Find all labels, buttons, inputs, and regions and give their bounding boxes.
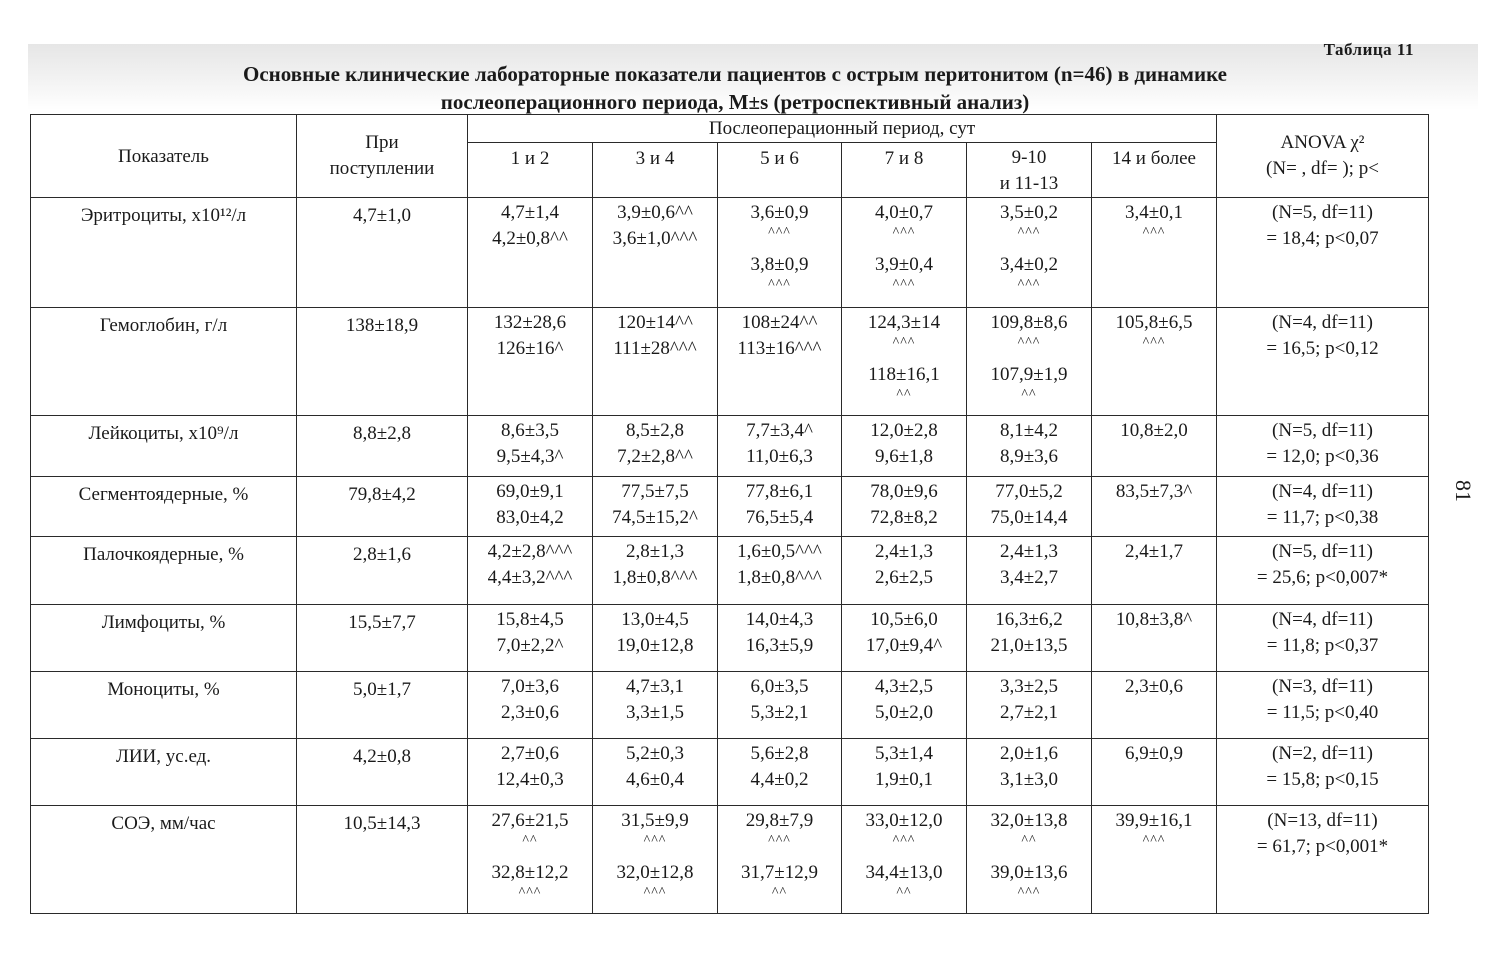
- value-second: 7,0±2,2^: [496, 635, 564, 656]
- value-second: 3,8±0,9: [750, 254, 809, 275]
- data-table: [30, 114, 1429, 914]
- admission-value: 10,5±14,3: [297, 806, 468, 914]
- period-cell: [718, 537, 842, 605]
- value-second: 21,0±13,5: [990, 635, 1068, 656]
- value-first: 2,4±1,3: [1000, 541, 1058, 562]
- significance-mark: ^^^: [643, 885, 667, 900]
- period-cell: [967, 477, 1092, 537]
- period-cell: [1092, 308, 1217, 416]
- value-first: 1,6±0,5^^^: [737, 541, 822, 562]
- admission-value: 4,2±0,8: [297, 739, 468, 806]
- period-cell: [468, 198, 593, 308]
- value-second: 72,8±8,2: [870, 507, 938, 528]
- header-postop: Послеоперационный период, сут: [468, 115, 1217, 143]
- anova-cell: [1217, 806, 1429, 914]
- anova-result: = 11,7; p<0,38: [1266, 507, 1379, 528]
- period-cell: [593, 739, 718, 806]
- value-first: 3,5±0,2: [1000, 202, 1058, 223]
- significance-mark: ^^^: [1142, 335, 1166, 350]
- row-label: Эритроциты, х10¹²/л: [31, 198, 297, 308]
- period-cell: [718, 672, 842, 739]
- value-first: 4,7±1,4: [501, 202, 559, 223]
- value-second: 4,4±0,2: [750, 769, 809, 790]
- value-first: 124,3±14: [867, 312, 941, 333]
- value-second: 19,0±12,8: [616, 635, 694, 656]
- header-admission-line2: поступлении: [329, 158, 435, 179]
- value-second: 12,4±0,3: [496, 769, 564, 790]
- period-cell: [967, 672, 1092, 739]
- value-first: 6,0±3,5: [750, 676, 809, 697]
- title-line-1: Основные клинические лабораторные показатели пациентов с острым перитонитом (n=46) в динамике: [243, 62, 1227, 86]
- value-first: 31,5±9,9: [621, 810, 689, 831]
- value-second: 4,4±3,2^^^: [487, 567, 573, 588]
- period-cell: [593, 672, 718, 739]
- significance-mark: ^^^: [1017, 335, 1041, 350]
- admission-value: 2,8±1,6: [297, 537, 468, 605]
- value-first: 108±24^^: [741, 312, 818, 333]
- period-cell: [468, 477, 593, 537]
- header-anova-line2: (N= , df= ); p<: [1266, 158, 1379, 179]
- value-first: 32,0±13,8: [990, 810, 1068, 831]
- period-cell: [593, 308, 718, 416]
- table-row: [31, 605, 1429, 672]
- value-first: 10,8±2,0: [1120, 420, 1188, 441]
- value-first: 15,8±4,5: [496, 609, 564, 630]
- value-first: 10,5±6,0: [870, 609, 938, 630]
- value-second: 111±28^^^: [613, 338, 697, 359]
- anova-cell: [1217, 537, 1429, 605]
- table-row: [31, 416, 1429, 477]
- spacer: [967, 848, 1091, 860]
- spacer: [593, 848, 717, 860]
- anova-params: (N=4, df=11): [1272, 481, 1373, 502]
- value-first: 132±28,6: [493, 312, 567, 333]
- anova-params: (N=5, df=11): [1272, 541, 1373, 562]
- admission-value: 5,0±1,7: [297, 672, 468, 739]
- anova-cell: [1217, 605, 1429, 672]
- period-cell: [1092, 739, 1217, 806]
- significance-mark: ^^^: [1017, 277, 1041, 292]
- period-cell: [842, 477, 967, 537]
- period-cell: [1092, 605, 1217, 672]
- anova-params: (N=5, df=11): [1272, 202, 1373, 223]
- anova-cell: [1217, 416, 1429, 477]
- significance-mark: ^^^: [1017, 225, 1041, 240]
- value-second: 3,9±0,4: [875, 254, 933, 275]
- admission-value: 79,8±4,2: [297, 477, 468, 537]
- value-first: 39,9±16,1: [1115, 810, 1193, 831]
- period-cell: [718, 739, 842, 806]
- value-first: 13,0±4,5: [621, 609, 689, 630]
- header-period: 7 и 8: [842, 143, 967, 198]
- period-cell: [468, 806, 593, 914]
- period-cell: [468, 672, 593, 739]
- title-line-2: послеоперационного периода, M±s (ретроспективный анализ): [440, 90, 1030, 114]
- anova-result: = 25,6; p<0,007*: [1256, 567, 1389, 588]
- header-period: 5 и 6: [718, 143, 842, 198]
- period-cell: [718, 605, 842, 672]
- period-cell: [593, 416, 718, 477]
- anova-cell: [1217, 739, 1429, 806]
- value-second: 118±16,1: [868, 364, 940, 385]
- period-cell: [468, 308, 593, 416]
- header-period: [967, 143, 1092, 198]
- value-first: 33,0±12,0: [865, 810, 943, 831]
- table-title: [40, 60, 1430, 116]
- period-cell: [593, 806, 718, 914]
- value-second: 3,1±3,0: [1000, 769, 1058, 790]
- value-first: 27,6±21,5: [491, 810, 569, 831]
- value-first: 3,6±0,9: [750, 202, 809, 223]
- table-row: [31, 739, 1429, 806]
- anova-result: = 18,4; p<0,07: [1266, 228, 1379, 249]
- period-cell: [593, 537, 718, 605]
- table-row: [31, 537, 1429, 605]
- value-second: 9,6±1,8: [875, 446, 933, 467]
- period-cell: [593, 477, 718, 537]
- significance-mark: ^^: [896, 885, 912, 900]
- period-cell: [593, 198, 718, 308]
- value-second: 31,7±12,9: [741, 862, 818, 883]
- value-second: 1,8±0,8^^^: [612, 567, 698, 588]
- period-cell: [1092, 672, 1217, 739]
- value-first: 78,0±9,6: [870, 481, 938, 502]
- significance-mark: ^^^: [768, 277, 791, 292]
- significance-mark: ^^^: [1142, 225, 1166, 240]
- period-cell: [967, 416, 1092, 477]
- period-cell: [718, 806, 842, 914]
- value-first: 77,8±6,1: [745, 481, 814, 502]
- value-second: 11,0±6,3: [746, 446, 813, 467]
- period-cell: [842, 537, 967, 605]
- value-first: 69,0±9,1: [496, 481, 564, 502]
- value-second: 39,0±13,6: [990, 862, 1068, 883]
- table-row: [31, 198, 1429, 308]
- significance-mark: ^^^: [768, 833, 791, 848]
- value-second: 9,5±4,3^: [496, 446, 564, 467]
- anova-params: (N=5, df=11): [1272, 420, 1373, 441]
- spacer: [842, 848, 966, 860]
- spacer: [842, 240, 966, 252]
- table-row: [31, 806, 1429, 914]
- row-label: Моноциты, %: [31, 672, 297, 739]
- significance-mark: ^^^: [768, 225, 791, 240]
- anova-cell: [1217, 477, 1429, 537]
- anova-result: = 11,5; p<0,40: [1266, 702, 1379, 723]
- spacer: [468, 848, 592, 860]
- anova-result: = 11,8; p<0,37: [1266, 635, 1379, 656]
- period-cell: [842, 806, 967, 914]
- header-admission: [297, 115, 468, 198]
- value-first: 5,6±2,8: [750, 743, 809, 764]
- admission-value: 4,7±1,0: [297, 198, 468, 308]
- row-label: Сегментоядерные, %: [31, 477, 297, 537]
- spacer: [718, 848, 841, 860]
- anova-params: (N=13, df=11): [1267, 810, 1378, 831]
- value-second: 3,3±1,5: [626, 702, 684, 723]
- value-second: 83,0±4,2: [496, 507, 564, 528]
- value-first: 2,3±0,6: [1125, 676, 1183, 697]
- header-period: 1 и 2: [468, 143, 593, 198]
- value-first: 7,0±3,6: [501, 676, 559, 697]
- value-second: 5,0±2,0: [875, 702, 933, 723]
- value-first: 109,8±8,6: [990, 312, 1068, 333]
- table-number: Таблица 11: [1323, 40, 1414, 59]
- value-second: 1,9±0,1: [875, 769, 933, 790]
- value-second: 17,0±9,4^: [865, 635, 943, 656]
- value-first: 4,3±2,5: [875, 676, 933, 697]
- period-cell: [842, 198, 967, 308]
- period-cell: [967, 605, 1092, 672]
- value-first: 83,5±7,3^: [1115, 481, 1193, 502]
- value-second: 2,3±0,6: [501, 702, 559, 723]
- row-label: Палочкоядерные, %: [31, 537, 297, 605]
- admission-value: 15,5±7,7: [297, 605, 468, 672]
- header-period: 14 и более: [1092, 143, 1217, 198]
- value-second: 32,0±12,8: [616, 862, 694, 883]
- anova-result: = 61,7; p<0,001*: [1256, 836, 1389, 857]
- value-first: 29,8±7,9: [745, 810, 814, 831]
- anova-cell: [1217, 198, 1429, 308]
- period-cell: [967, 537, 1092, 605]
- period-cell: [718, 416, 842, 477]
- value-first: 3,9±0,6^^: [617, 202, 693, 223]
- header-anova: [1217, 115, 1429, 198]
- spacer: [967, 350, 1091, 362]
- value-first: 5,3±1,4: [875, 743, 933, 764]
- value-second: 34,4±13,0: [865, 862, 943, 883]
- period-cell: [967, 739, 1092, 806]
- page-number: 81: [1451, 480, 1476, 502]
- period-cell: [967, 308, 1092, 416]
- significance-mark: ^^^: [643, 833, 667, 848]
- period-cell: [842, 416, 967, 477]
- value-first: 6,9±0,9: [1125, 743, 1183, 764]
- value-second: 3,6±1,0^^^: [612, 228, 698, 249]
- period-cell: [967, 806, 1092, 914]
- value-second: 76,5±5,4: [745, 507, 814, 528]
- period-cell: [1092, 806, 1217, 914]
- value-first: 2,4±1,3: [875, 541, 933, 562]
- row-label: Лейкоциты, х10⁹/л: [31, 416, 297, 477]
- header-anova-line1: ANOVA χ²: [1280, 132, 1365, 153]
- significance-mark: ^^^: [892, 335, 916, 350]
- header-admission-line1: При: [365, 132, 399, 153]
- period-cell: [593, 605, 718, 672]
- significance-mark: ^^^: [1017, 885, 1041, 900]
- significance-mark: ^^: [1021, 387, 1037, 402]
- period-cell: [468, 416, 593, 477]
- value-first: 2,8±1,3: [626, 541, 684, 562]
- spacer: [842, 350, 966, 362]
- value-first: 4,0±0,7: [875, 202, 933, 223]
- admission-value: 138±18,9: [297, 308, 468, 416]
- value-first: 8,5±2,8: [626, 420, 684, 441]
- value-first: 120±14^^: [617, 312, 693, 333]
- period-cell: [1092, 477, 1217, 537]
- value-second: 7,2±2,8^^: [617, 446, 693, 467]
- value-second: 3,4±2,7: [1000, 567, 1058, 588]
- value-first: 8,1±4,2: [1000, 420, 1058, 441]
- anova-result: = 15,8; p<0,15: [1266, 769, 1379, 790]
- significance-mark: ^^^: [892, 225, 916, 240]
- anova-cell: [1217, 308, 1429, 416]
- value-first: 10,8±3,8^: [1115, 609, 1193, 630]
- significance-mark: ^^^: [518, 885, 542, 900]
- header-period-line2: и 11-13: [999, 173, 1059, 194]
- value-first: 14,0±4,3: [745, 609, 814, 630]
- value-second: 16,3±5,9: [745, 635, 814, 656]
- period-cell: [468, 739, 593, 806]
- table-row: [31, 308, 1429, 416]
- value-first: 2,0±1,6: [1000, 743, 1058, 764]
- row-label: СОЭ, мм/час: [31, 806, 297, 914]
- period-cell: [1092, 198, 1217, 308]
- value-first: 2,4±1,7: [1125, 541, 1183, 562]
- anova-cell: [1217, 672, 1429, 739]
- value-first: 7,7±3,4^: [746, 420, 813, 441]
- value-second: 107,9±1,9: [990, 364, 1068, 385]
- table-row: [31, 672, 1429, 739]
- value-second: 2,7±2,1: [1000, 702, 1058, 723]
- value-first: 77,0±5,2: [995, 481, 1063, 502]
- value-first: 12,0±2,8: [870, 420, 938, 441]
- row-label: Гемоглобин, г/л: [31, 308, 297, 416]
- value-second: 113±16^^^: [737, 338, 822, 359]
- table-row: [31, 477, 1429, 537]
- significance-mark: ^^: [771, 885, 788, 900]
- value-first: 105,8±6,5: [1115, 312, 1193, 333]
- value-first: 4,2±2,8^^^: [487, 541, 573, 562]
- period-cell: [718, 477, 842, 537]
- row-label: Лимфоциты, %: [31, 605, 297, 672]
- period-cell: [967, 198, 1092, 308]
- significance-mark: ^^: [1021, 833, 1037, 848]
- period-cell: [1092, 416, 1217, 477]
- value-second: 126±16^: [496, 338, 564, 359]
- significance-mark: ^^^: [892, 833, 916, 848]
- value-second: 8,9±3,6: [1000, 446, 1058, 467]
- value-second: 4,2±0,8^^: [492, 228, 568, 249]
- spacer: [967, 240, 1091, 252]
- header-period-line1: 9-10: [1011, 147, 1047, 168]
- value-second: 32,8±12,2: [491, 862, 569, 883]
- period-cell: [842, 605, 967, 672]
- value-second: 2,6±2,5: [875, 567, 933, 588]
- value-first: 4,7±3,1: [626, 676, 684, 697]
- period-cell: [468, 537, 593, 605]
- significance-mark: ^^: [896, 387, 912, 402]
- header-period: 3 и 4: [593, 143, 718, 198]
- value-first: 16,3±6,2: [995, 609, 1063, 630]
- value-first: 5,2±0,3: [626, 743, 684, 764]
- row-label: ЛИИ, ус.ед.: [31, 739, 297, 806]
- period-cell: [842, 672, 967, 739]
- anova-params: (N=4, df=11): [1272, 609, 1373, 630]
- period-cell: [1092, 537, 1217, 605]
- period-cell: [718, 198, 842, 308]
- value-second: 4,6±0,4: [626, 769, 684, 790]
- anova-result: = 16,5; p<0,12: [1266, 338, 1379, 359]
- value-second: 74,5±15,2^: [612, 507, 698, 528]
- value-second: 1,8±0,8^^^: [737, 567, 822, 588]
- value-first: 77,5±7,5: [621, 481, 689, 502]
- value-first: 3,3±2,5: [1000, 676, 1058, 697]
- header-indicator: Показатель: [31, 115, 297, 198]
- table-body: [31, 198, 1429, 914]
- anova-params: (N=2, df=11): [1272, 743, 1373, 764]
- significance-mark: ^^^: [1142, 833, 1166, 848]
- significance-mark: ^^: [522, 833, 538, 848]
- period-cell: [842, 739, 967, 806]
- anova-result: = 12,0; p<0,36: [1266, 446, 1379, 467]
- period-cell: [718, 308, 842, 416]
- value-first: 3,4±0,1: [1125, 202, 1183, 223]
- value-first: 8,6±3,5: [501, 420, 559, 441]
- value-second: 5,3±2,1: [750, 702, 809, 723]
- anova-params: (N=3, df=11): [1272, 676, 1373, 697]
- value-first: 2,7±0,6: [501, 743, 559, 764]
- value-second: 3,4±0,2: [1000, 254, 1058, 275]
- spacer: [718, 240, 841, 252]
- admission-value: 8,8±2,8: [297, 416, 468, 477]
- period-cell: [468, 605, 593, 672]
- period-cell: [842, 308, 967, 416]
- significance-mark: ^^^: [892, 277, 916, 292]
- value-second: 75,0±14,4: [990, 507, 1068, 528]
- anova-params: (N=4, df=11): [1272, 312, 1373, 333]
